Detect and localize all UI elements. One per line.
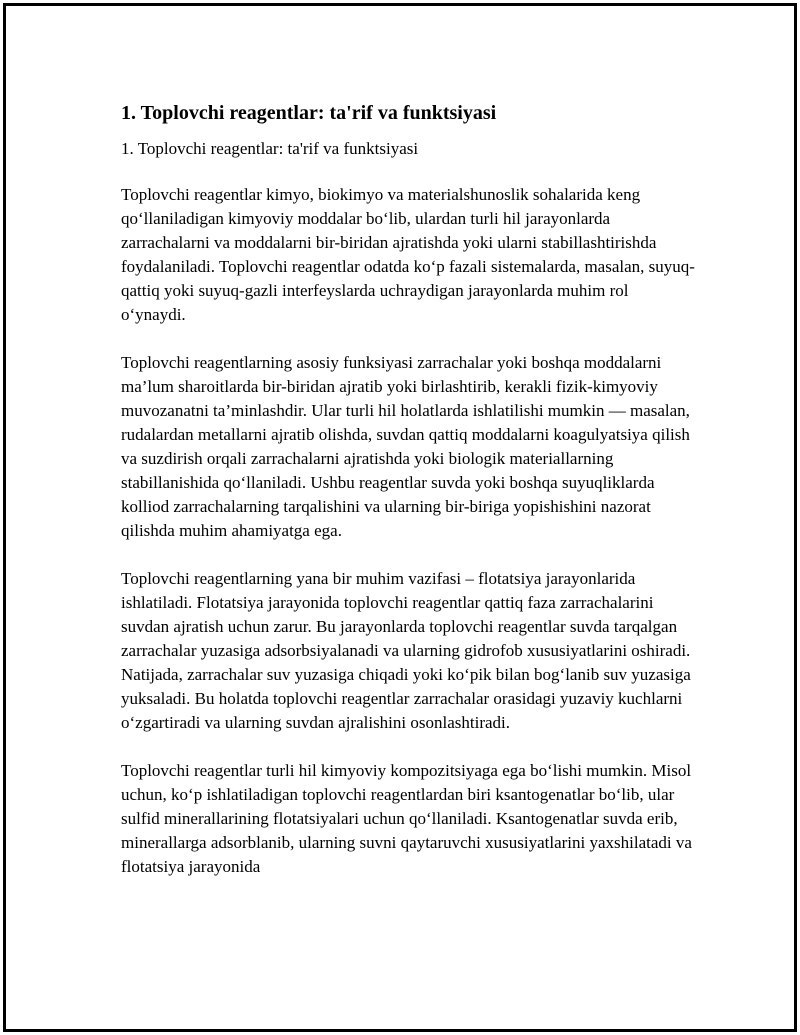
paragraph-definition: Toplovchi reagentlar kimyo, biokimyo va materialshunoslik sohalarida keng qo‘llaniladigan kimyoviy moddalar bo‘lib, ulardan turli hil jarayonlarda zarrachalarni va moddalarni bir-biridan ajratishda yoki ularni stabillashtirishda foydalaniladi. Toplovchi reagentlar odatda ko‘p fazali sistemalarda, masalan, suyuq-qattiq yoki suyuq-gazli interfeyslarda uchraydigan jarayonlarda muhim rol o‘ynaydi. [121, 185, 695, 324]
document-subheading: 1. Toplovchi reagentlar: ta'rif va funktsiyasi [121, 139, 419, 158]
paragraph-composition: Toplovchi reagentlar turli hil kimyoviy kompozitsiyaga ega bo‘lishi mumkin. Misol uchun, ko‘p ishlatiladigan toplovchi reagentlardan biri ksantogenatlar bo‘lib, ular sulfid minerallarining flotatsiyalari uchun qo‘llaniladi. Ksantogenatlar suvda erib, minerallarga adsorblanib, ularning suvni qaytaruvchi xususiyatlarini yaxshilatadi va flotatsiya jarayonida [121, 761, 692, 876]
document-body [121, 101, 696, 903]
document-heading: 1. Toplovchi reagentlar: ta'rif va funktsiyasi [121, 102, 497, 124]
paragraph-flotation: Toplovchi reagentlarning yana bir muhim vazifasi – flotatsiya jarayonlarida ishlatiladi. Flotatsiya jarayonida toplovchi reagentlar qattiq faza zarrachalarini suvdan ajratish uchun zarur. Bu jarayonlarda toplovchi reagentlar suvda tarqalgan zarrachalar yuzasiga adsorbsiyalanadi va ularning gidrofob xususiyatlarini oshiradi. Natijada, zarrachalar suv yuzasiga chiqadi yoki ko‘pik bilan bog‘lanib suv yuzasiga yuksaladi. Bu holatda toplovchi reagentlar zarrachalar orasidagi yuzaviy kuchlarni o‘zgartiradi va ularning suvdan ajralishini osonlashtiradi. [121, 569, 691, 732]
paragraph-main-function: Toplovchi reagentlarning asosiy funksiyasi zarrachalar yoki boshqa moddalarni ma’lum sharoitlarda bir-biridan ajratib yoki birlashtirib, kerakli fizik-kimyoviy muvozanatni ta’minlashdir. Ular turli hil holatlarda ishlatilishi mumkin — masalan, rudalardan metallarni ajratib olishda, suvdan qattiq moddalarni koagulyatsiya qilish va suzdirish orqali zarrachalarni ajratishda yoki biologik materiallarning stabillanishida qo‘llaniladi. Ushbu reagentlar suvda yoki boshqa suyuqliklarda kolliod zarrachalarning tarqalishini va ularning bir-biriga yopishishini nazorat qilishda muhim ahamiyatga ega. [121, 353, 690, 540]
page-border [3, 3, 797, 1032]
